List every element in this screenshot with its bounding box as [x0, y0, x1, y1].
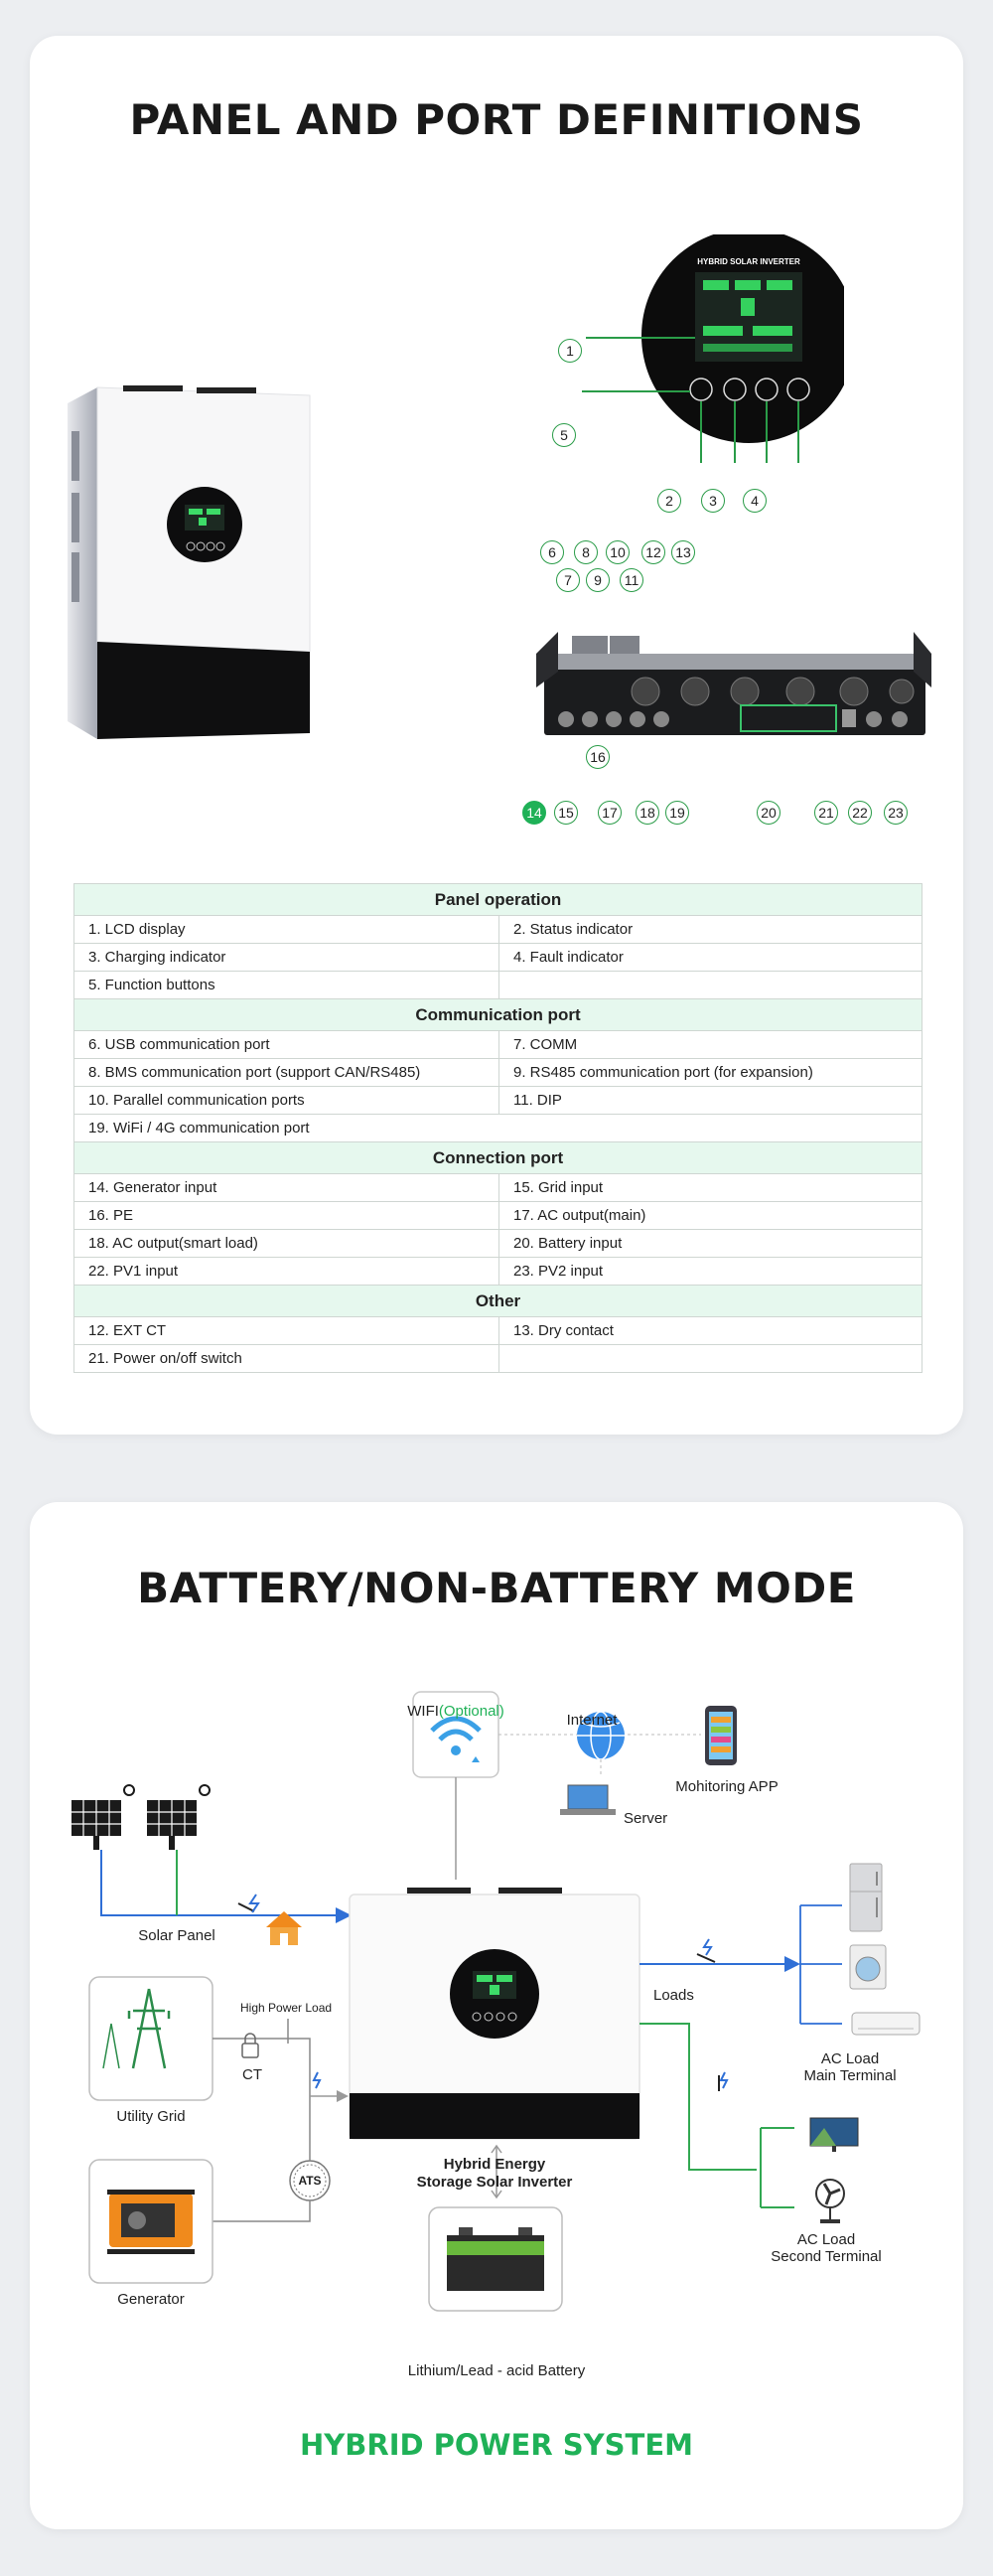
- table-cell: 18. AC output(smart load): [74, 1230, 499, 1258]
- table-section-heading: Other: [74, 1286, 922, 1317]
- table-row: [74, 1317, 922, 1345]
- phone-app-icon: [705, 1706, 737, 1765]
- table-row: [74, 1031, 922, 1059]
- table-row: [74, 944, 922, 972]
- table-cell: 3. Charging indicator: [74, 944, 499, 972]
- callout-9: 9: [586, 568, 610, 592]
- generator-icon: [89, 2160, 213, 2283]
- callout-19: 19: [665, 801, 689, 825]
- callout-16: 16: [586, 745, 610, 769]
- air-conditioner-icon: [852, 2013, 920, 2035]
- table-cell: 11. DIP: [499, 1087, 922, 1115]
- wifi-label: WIFI(Optional): [407, 1703, 504, 1720]
- table-cell: 7. COMM: [499, 1031, 922, 1059]
- callout-14: 14: [522, 801, 546, 825]
- table-cell: 2. Status indicator: [499, 916, 922, 944]
- fan-icon: [816, 2180, 844, 2223]
- table-row: [74, 916, 922, 944]
- table-cell: 8. BMS communication port (support CAN/RS485): [74, 1059, 499, 1087]
- washing-machine-icon: [850, 1945, 886, 1989]
- table-cell: 10. Parallel communication ports: [74, 1087, 499, 1115]
- callout-2: 2: [657, 489, 681, 513]
- table-cell: 14. Generator input: [74, 1174, 499, 1202]
- table-cell: 15. Grid input: [499, 1174, 922, 1202]
- table-row: [74, 1115, 922, 1142]
- callout-1: 1: [558, 339, 582, 363]
- table-row: [74, 972, 922, 999]
- ac-load-second-label-1: AC Load: [796, 2231, 856, 2248]
- ats-label: ATS: [298, 2174, 322, 2188]
- hybrid-inverter-icon: [350, 1888, 639, 2139]
- callout-3: 3: [701, 489, 725, 513]
- table-section-heading: Connection port: [74, 1142, 922, 1174]
- inverter-label-line2: Storage Solar Inverter: [416, 2174, 573, 2191]
- table-row: [74, 1230, 922, 1258]
- panel-section-title: PANEL AND PORT DEFINITIONS: [129, 95, 864, 144]
- callout-7: 7: [556, 568, 580, 592]
- table-row: [74, 1258, 922, 1286]
- utility-grid-icon: [89, 1977, 213, 2100]
- utility-grid-label: Utility Grid: [116, 2108, 186, 2125]
- battery-label: Lithium/Lead - acid Battery: [407, 2362, 586, 2379]
- callout-12: 12: [641, 540, 665, 564]
- hybrid-power-system-title: HYBRID POWER SYSTEM: [299, 2428, 694, 2462]
- table-cell: 5. Function buttons: [74, 972, 499, 999]
- table-cell: 1. LCD display: [74, 916, 499, 944]
- table-cell: 16. PE: [74, 1202, 499, 1230]
- callout-11: 11: [620, 568, 643, 592]
- callout-17: 17: [598, 801, 622, 825]
- solar-panel-label: Solar Panel: [138, 1927, 215, 1944]
- ac-load-main-label-2: Main Terminal: [803, 2067, 897, 2084]
- callout-21: 21: [814, 801, 838, 825]
- table-cell: 21. Power on/off switch: [74, 1345, 499, 1373]
- loads-label: Loads: [653, 1987, 694, 2004]
- ct-label: CT: [242, 2066, 262, 2083]
- callout-23: 23: [884, 801, 908, 825]
- inverter-front-image: [60, 374, 328, 751]
- table-cell: 19. WiFi / 4G communication port: [74, 1115, 922, 1142]
- lcd-screen-caption: HYBRID SOLAR INVERTER: [697, 257, 800, 266]
- ac-load-main-label-1: AC Load: [820, 2050, 880, 2067]
- callout-22: 22: [848, 801, 872, 825]
- table-row: [74, 1059, 922, 1087]
- ac-load-second-label-2: Second Terminal: [771, 2248, 882, 2265]
- table-cell: 4. Fault indicator: [499, 944, 922, 972]
- table-cell: 17. AC output(main): [499, 1202, 922, 1230]
- ct-lock-icon: [242, 2034, 258, 2057]
- television-icon: [810, 2118, 858, 2152]
- port-definitions-table: [73, 883, 922, 1373]
- battery-icon: [429, 2207, 562, 2311]
- callout-4: 4: [743, 489, 767, 513]
- table-cell: [499, 972, 922, 999]
- table-cell: 9. RS485 communication port (for expansion): [499, 1059, 922, 1087]
- generator-label: Generator: [117, 2291, 185, 2308]
- callout-10: 10: [606, 540, 630, 564]
- server-laptop-icon: [560, 1785, 616, 1815]
- panel-definitions-card: [30, 36, 963, 1435]
- callout-20: 20: [757, 801, 780, 825]
- table-row: [74, 1174, 922, 1202]
- callout-15: 15: [554, 801, 578, 825]
- table-cell: 22. PV1 input: [74, 1258, 499, 1286]
- callout-6: 6: [540, 540, 564, 564]
- server-label: Server: [624, 1810, 668, 1827]
- high-power-load-label: High Power Load: [240, 2001, 333, 2015]
- house-icon: [266, 1911, 302, 1945]
- internet-label: Internet: [566, 1712, 618, 1729]
- table-row: [74, 1345, 922, 1373]
- table-row: [74, 1087, 922, 1115]
- table-section-heading: Panel operation: [74, 884, 922, 916]
- mode-section-title: BATTERY/NON-BATTERY MODE: [137, 1564, 856, 1612]
- table-row: [74, 1202, 922, 1230]
- table-cell: 6. USB communication port: [74, 1031, 499, 1059]
- callout-8: 8: [574, 540, 598, 564]
- callout-13: 13: [671, 540, 695, 564]
- table-cell: 12. EXT CT: [74, 1317, 499, 1345]
- inverter-label-line1: Hybrid Energy: [443, 2156, 546, 2173]
- table-cell: 20. Battery input: [499, 1230, 922, 1258]
- table-cell: 13. Dry contact: [499, 1317, 922, 1345]
- callout-5: 5: [552, 423, 576, 447]
- callout-18: 18: [636, 801, 659, 825]
- mode-diagram-card: [30, 1502, 963, 2529]
- solar-panel-icon: [71, 1785, 210, 1850]
- lcd-closeup-diagram: [546, 234, 844, 552]
- refrigerator-icon: [850, 1864, 882, 1931]
- table-cell: 23. PV2 input: [499, 1258, 922, 1286]
- table-section-heading: Communication port: [74, 999, 922, 1031]
- monitoring-app-label: Mohitoring APP: [675, 1778, 779, 1795]
- table-cell: [499, 1345, 922, 1373]
